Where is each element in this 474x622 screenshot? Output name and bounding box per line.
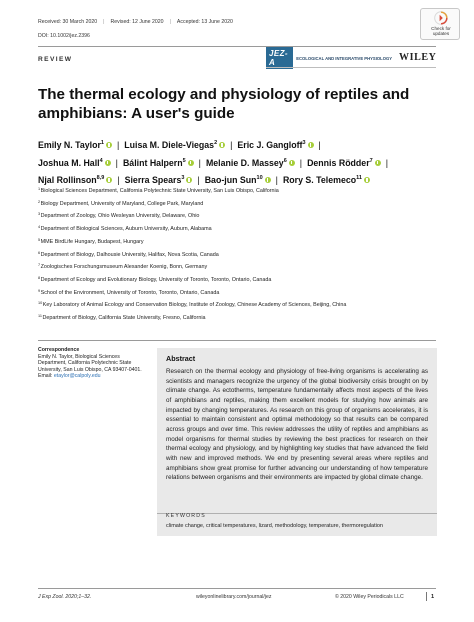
affiliation-item: $^3$Department of Zoology, Ohio Wesleyan University, Delaware, Ohio — [38, 212, 200, 220]
affiliation-item: $^4$Department of Biological Sciences, Auburn University, Auburn, Alabama — [38, 225, 212, 233]
front-matter-divider — [38, 340, 436, 341]
orcid-icon[interactable] — [289, 160, 295, 166]
accepted-date: Accepted: 13 June 2020 — [176, 19, 233, 25]
footer-citation: J Exp Zool. 2020;1–32. — [38, 594, 92, 600]
article-title: The thermal ecology and physiology of reptiles and amphibians: A user's guide — [38, 86, 410, 122]
author-affiliation-number: 3 — [302, 140, 306, 146]
correspondence: Correspondence Emily N. Taylor, Biological Sciences Department, California Polytechnic State University, San Luis Obispo, CA 93407-0401. Email: etaylor@calpoly.edu — [38, 347, 156, 380]
affiliation-item: $^5$MME BirdLife Hungary, Budapest, Hungary — [38, 237, 144, 245]
correspondence-label: Correspondence — [38, 347, 80, 353]
author-affiliation-number: 2 — [214, 140, 218, 146]
article-dates: Received: 30 March 2020 | Revised: 12 June 2020 | Accepted: 13 June 2020 — [38, 19, 233, 25]
doi[interactable]: DOI: 10.1002/jez.2396 — [38, 33, 90, 39]
author-name[interactable]: Eric J. Gangloff$^3$ — [237, 140, 313, 150]
author-affiliation-number: 3 — [181, 175, 185, 181]
author-affiliation-number: 4 — [99, 157, 103, 164]
author-affiliation-number: 6 — [283, 157, 287, 164]
footer-page-separator — [426, 592, 427, 601]
affiliation-item: $^9$School of the Environment, University of Toronto, Toronto, Ontario, Canada — [38, 288, 220, 296]
orcid-icon[interactable] — [364, 177, 370, 183]
page-number: 1 — [431, 594, 435, 600]
author-affiliation-number: 7 — [369, 157, 373, 164]
author-list: Emily N. Taylor$^1$ | Luisa M. Diele-Viegas$^2$ | Eric J. Gangloff$^3$ | Joshua M. Hall$^4$ | Bálint Halpern$^5$ | Melanie D. Massey$^6$ | Dennis Rödder$^7$ | Njal Rollinson$^{8,9}$ | Sierra Spears$^3$ | Bao-jun Sun$^{10}$ | Rory S. Telemeco$^{11}$ — [38, 140, 388, 185]
orcid-icon[interactable] — [106, 177, 112, 183]
author-name[interactable]: Joshua M. Hall$^4$ — [38, 158, 111, 168]
author-name[interactable]: Emily N. Taylor$^1$ — [38, 140, 112, 150]
author-affiliation-number: 1 — [100, 140, 104, 146]
author-name[interactable]: Melanie D. Massey$^6$ — [206, 158, 295, 168]
footer-divider — [38, 588, 436, 589]
author-name[interactable]: Dennis Rödder$^7$ — [307, 158, 381, 168]
affiliation-item: $^6$Department of Biology, Dalhousie University, Halifax, Nova Scotia, Canada — [38, 250, 219, 258]
orcid-icon[interactable] — [106, 142, 112, 148]
keywords-heading: KEYWORDS — [166, 513, 206, 519]
author-name[interactable]: Njal Rollinson$^{8,9}$ — [38, 175, 112, 185]
received-date: Received: 30 March 2020 — [38, 19, 98, 25]
correspondence-email-link[interactable]: etaylor@calpoly.edu — [53, 373, 101, 380]
logo-divider — [266, 67, 436, 68]
abstract-heading: Abstract — [166, 354, 196, 363]
affiliation-item: $^{11}$Department of Biology, California State University, Fresno, California — [38, 314, 206, 322]
header-divider — [38, 46, 436, 47]
journal-logo-subtitle: ECOLOGICAL AND INTEGRATIVE PHYSIOLOGY — [296, 55, 392, 61]
orcid-icon[interactable] — [308, 142, 314, 148]
author-name[interactable]: Luisa M. Diele-Viegas$^2$ — [124, 140, 225, 150]
abstract-text: Research on the thermal ecology and physiology of free-living organisms is accelerating as scientists and managers recognize the urgency of the global biodiversity crisis brought on by climate change. As ectotherms, temperature fundamentally affects most aspects of the lives of amphibians and reptiles, making them excellent models for studying how animals are impacted by changing temperatures. As research on this group of organisms accelerates, it is essential to maintain consistent and optimal methodology so that results can be compared across groups and over time. This review addresses the utility of reptiles and amphibians as model organisms for thermal studies by reviewing the best practices for research on their thermal ecology and physiology, and by highlighting key studies that have advanced the field with new and improved methods. We end by presenting several areas where reptiles and amphibians show great promise for further advancing our understanding of how temperature relations between organisms and their environments are impacted by global climate change. — [166, 368, 428, 482]
orcid-icon[interactable] — [265, 177, 271, 183]
journal-logo[interactable] — [266, 51, 392, 65]
orcid-icon[interactable] — [186, 177, 192, 183]
keywords-text: climate change, critical temperatures, lizard, methodology, temperature, thermoregulation — [166, 523, 383, 529]
affiliation-item: $^8$Department of Ecology and Evolutionary Biology, University of Toronto, Toronto, Ontario, Canada — [38, 275, 272, 283]
author-affiliation-number: 8,9 — [96, 175, 105, 181]
orcid-icon[interactable] — [105, 160, 111, 166]
affiliation-item: $^1$Biological Sciences Department, California Polytechnic State University, San Luis Obispo, California — [38, 187, 279, 194]
check-for-updates-button[interactable]: Check for updates — [420, 8, 460, 40]
author-affiliation-number: 5 — [182, 157, 186, 164]
orcid-icon[interactable] — [375, 160, 381, 166]
section-label: REVIEW — [38, 56, 73, 63]
author-name[interactable]: Sierra Spears$^3$ — [125, 175, 193, 185]
author-name[interactable]: Bálint Halpern$^5$ — [123, 158, 194, 168]
footer-copyright: © 2020 Wiley Periodicals LLC — [335, 594, 404, 600]
author-name[interactable]: Bao-jun Sun$^{10}$ — [205, 175, 271, 185]
journal-logo-mark: JEZ-A — [266, 47, 293, 69]
affiliation-list — [38, 184, 448, 324]
orcid-icon[interactable] — [219, 142, 225, 148]
author-affiliation-number: 10 — [256, 175, 263, 181]
author-affiliation-number: 11 — [356, 175, 362, 181]
author-name[interactable]: Rory S. Telemeco$^{11}$ — [283, 175, 370, 185]
orcid-icon[interactable] — [188, 160, 194, 166]
check-for-updates-icon — [434, 11, 448, 25]
publisher-logo[interactable]: WILEY — [399, 52, 437, 63]
affiliation-item: $^{10}$Key Laboratory of Animal Ecology and Conservation Biology, Institute of Zoology, Chinese Academy of Sciences, Beijing, China — [38, 301, 347, 309]
affiliation-item: $^7$Zoologisches Forschungsmuseum Alexander Koenig, Bonn, Germany — [38, 263, 208, 271]
revised-date: Revised: 12 June 2020 — [110, 19, 164, 25]
footer-journal-url[interactable]: wileyonlinelibrary.com/journal/jez — [196, 594, 272, 600]
abstract-box — [157, 348, 437, 536]
affiliation-item: $^2$Biology Department, University of Maryland, College Park, Maryland — [38, 199, 204, 207]
